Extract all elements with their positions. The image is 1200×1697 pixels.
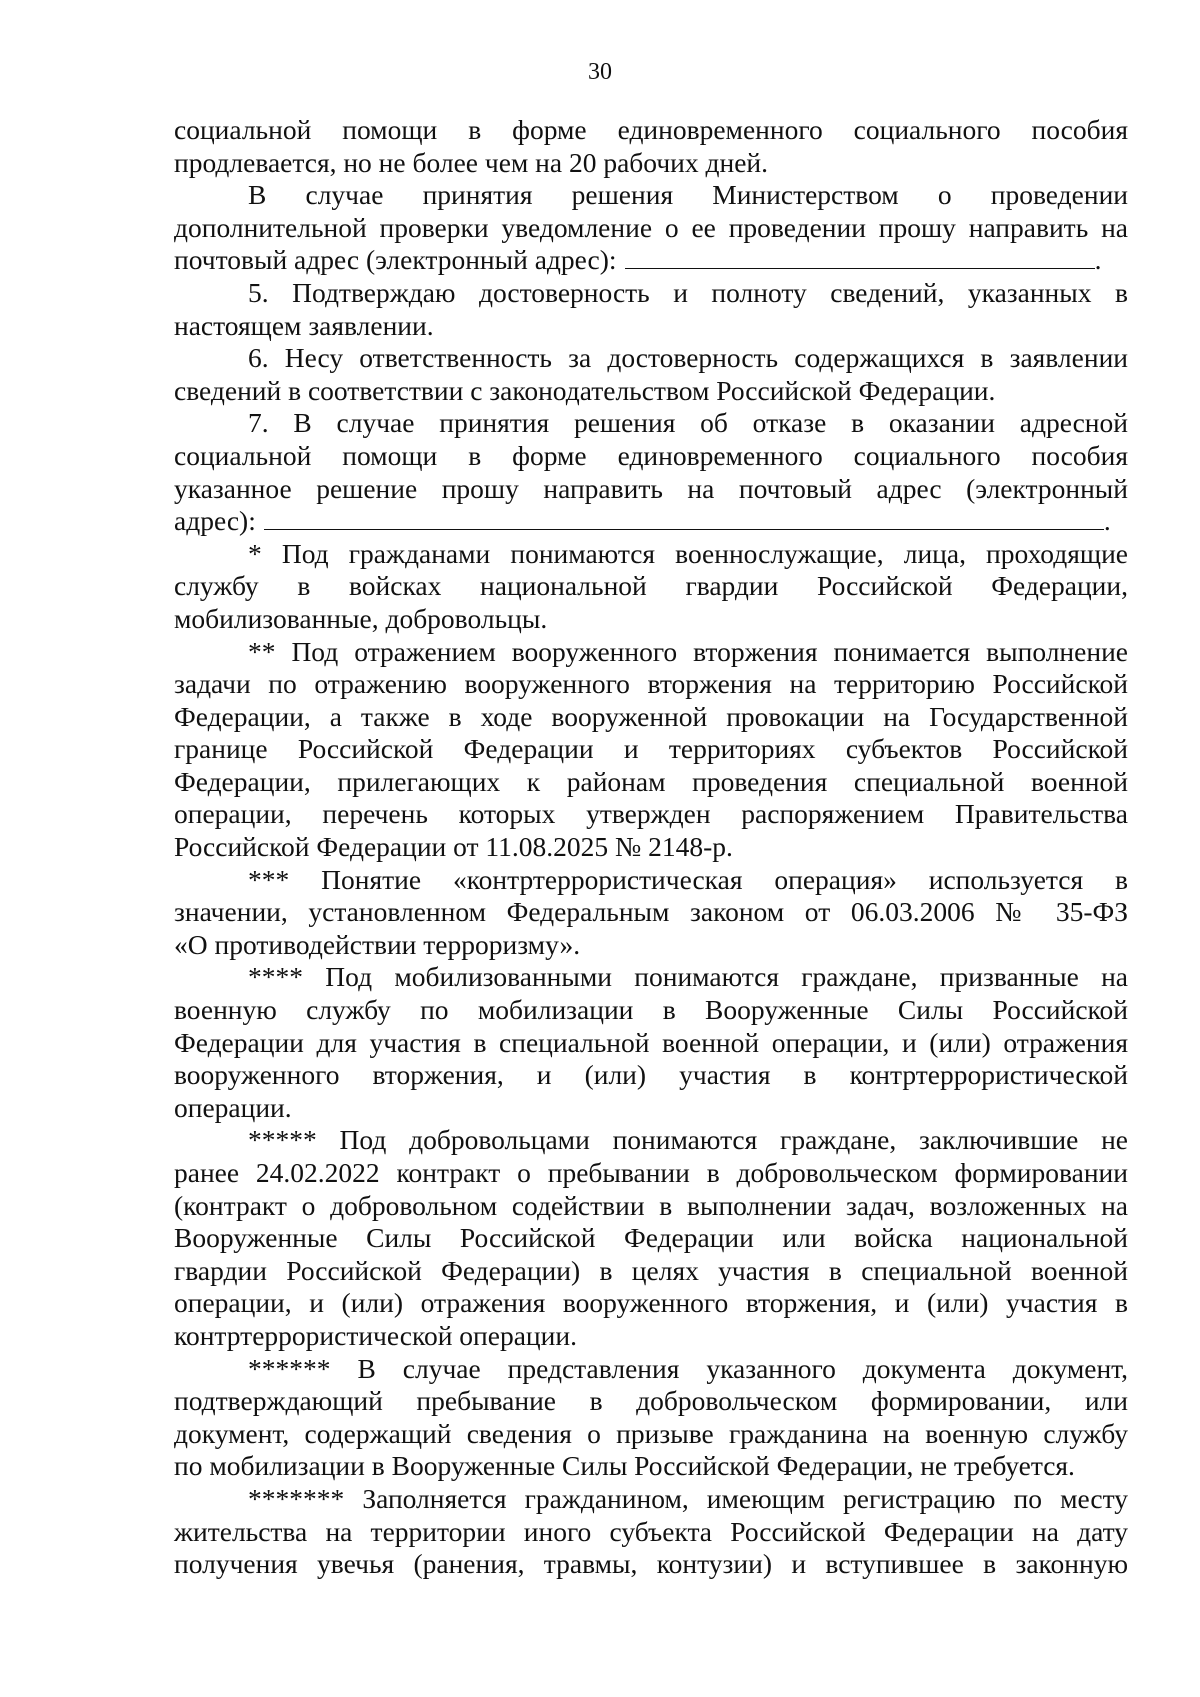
text-line: Вооруженные Силы Российской Федерации или войска национальной	[174, 1222, 1128, 1254]
line-tail: .	[1094, 244, 1102, 276]
text-line: ***** Под добровольцами понимаются граждане, заключившие не	[248, 1124, 1128, 1156]
footnote-4	[174, 961, 1128, 1124]
text-line: задачи по отражению вооруженного вторжения на территорию Российской	[174, 668, 1128, 700]
page-number: 30	[588, 59, 612, 85]
text-line: гвардии Российской Федерации) в целях участия в специальной военной	[174, 1254, 1128, 1286]
address-line	[174, 244, 1128, 277]
text-line: **** Под мобилизованными понимаются граждане, призванные на	[248, 961, 1128, 993]
text-line: получения увечья (ранения, травмы, контузии) и вступившее в законную	[174, 1548, 1128, 1580]
text-line: 6. Несу ответственность за достоверность содержащихся в заявлении	[248, 342, 1128, 374]
text-line: операции, и (или) отражения вооруженного вторжения, и (или) участия в	[174, 1287, 1128, 1319]
text-line: «О противодействии терроризму».	[174, 928, 581, 960]
text-line: 5. Подтверждаю достоверность и полноту сведений, указанных в	[248, 276, 1128, 308]
text-line: по мобилизации в Вооруженные Силы Российской Федерации, не требуется.	[174, 1450, 1075, 1482]
text-line: вооруженного вторжения, и (или) участия в контртеррористической	[174, 1059, 1128, 1091]
text-line: подтверждающий пребывание в добровольческом формировании, или	[174, 1385, 1128, 1417]
text-line: настоящем заявлении.	[174, 309, 434, 341]
footnote-6	[174, 1353, 1128, 1483]
text-line: ранее 24.02.2022 контракт о пребывании в добровольческом формировании	[174, 1157, 1128, 1188]
text-line: продлевается, но не более чем на 20 рабочих дней.	[174, 146, 769, 178]
address-blank-field[interactable]	[625, 246, 1095, 269]
paragraph-1	[174, 179, 1128, 277]
text-line: ******* Заполняется гражданином, имеющим регистрацию по месту	[248, 1482, 1128, 1514]
document-body	[174, 114, 1128, 1581]
text-line: ** Под отражением вооруженного вторжения понимается выполнение	[248, 635, 1128, 667]
text-line: социальной помощи в форме единовременного социального пособия	[174, 439, 1128, 471]
text-line: военную службу по мобилизации в Вооруженные Силы Российской	[174, 994, 1128, 1026]
text-line: жительства на территории иного субъекта Российской Федерации на дату	[174, 1515, 1128, 1547]
text-line: дополнительной проверки уведомление о ее проведении прошу направить на	[174, 211, 1128, 243]
text-line: *** Понятие «контртеррористическая операция» используется в	[248, 863, 1128, 895]
footnote-7	[174, 1483, 1128, 1581]
paragraph-2	[174, 277, 1128, 342]
address-line	[174, 505, 1128, 538]
text-line: В случае принятия решения Министерством о проведении	[248, 179, 1128, 211]
text-line: * Под гражданами понимаются военнослужащие, лица, проходящие	[248, 537, 1128, 569]
text-line: Федерации, а также в ходе вооруженной провокации на Государственной	[174, 700, 1128, 732]
text-line: 7. В случае принятия решения об отказе в оказании адресной	[248, 407, 1128, 439]
line-tail: .	[1103, 505, 1111, 537]
text-line: почтовый адрес (электронный адрес):	[174, 244, 617, 276]
text-line: операции, перечень которых утвержден распоряжением Правительства	[174, 798, 1128, 830]
footnote-1	[174, 538, 1128, 636]
text-line: Российской Федерации от 11.08.2025 № 2148-р.	[174, 831, 733, 863]
paragraph-0	[174, 114, 1128, 179]
text-line: мобилизованные, добровольцы.	[174, 602, 548, 634]
text-line: службу в войсках национальной гвардии Российской Федерации,	[174, 570, 1128, 602]
text-line: Федерации для участия в специальной военной операции, и (или) отражения	[174, 1026, 1128, 1058]
footnote-5	[174, 1124, 1128, 1352]
text-line: (контракт о добровольном содействии в выполнении задач, возложенных на	[174, 1189, 1128, 1221]
text-line: социальной помощи в форме единовременного социального пособия	[174, 114, 1128, 145]
text-line: адрес):	[174, 505, 256, 537]
footnote-2	[174, 636, 1128, 864]
footnote-3	[174, 864, 1128, 962]
text-line: контртеррористической операции.	[174, 1319, 577, 1351]
text-line: операции.	[174, 1091, 292, 1123]
paragraph-3	[174, 342, 1128, 407]
paragraph-4	[174, 407, 1128, 537]
text-line: сведений в соответствии с законодательством Российской Федерации.	[174, 374, 996, 406]
text-line: значении, установленном Федеральным законом от 06.03.2006 № 35-ФЗ	[174, 896, 1128, 928]
text-line: границе Российской Федерации и территориях субъектов Российской	[174, 733, 1128, 765]
text-line: Федерации, прилегающих к районам проведения специальной военной	[174, 765, 1128, 797]
address-blank-field[interactable]	[264, 507, 1104, 530]
text-line: ****** В случае представления указанного документа документ,	[248, 1352, 1128, 1384]
text-line: документ, содержащий сведения о призыве гражданина на военную службу	[174, 1417, 1128, 1449]
text-line: указанное решение прошу направить на почтовый адрес (электронный	[174, 472, 1128, 504]
